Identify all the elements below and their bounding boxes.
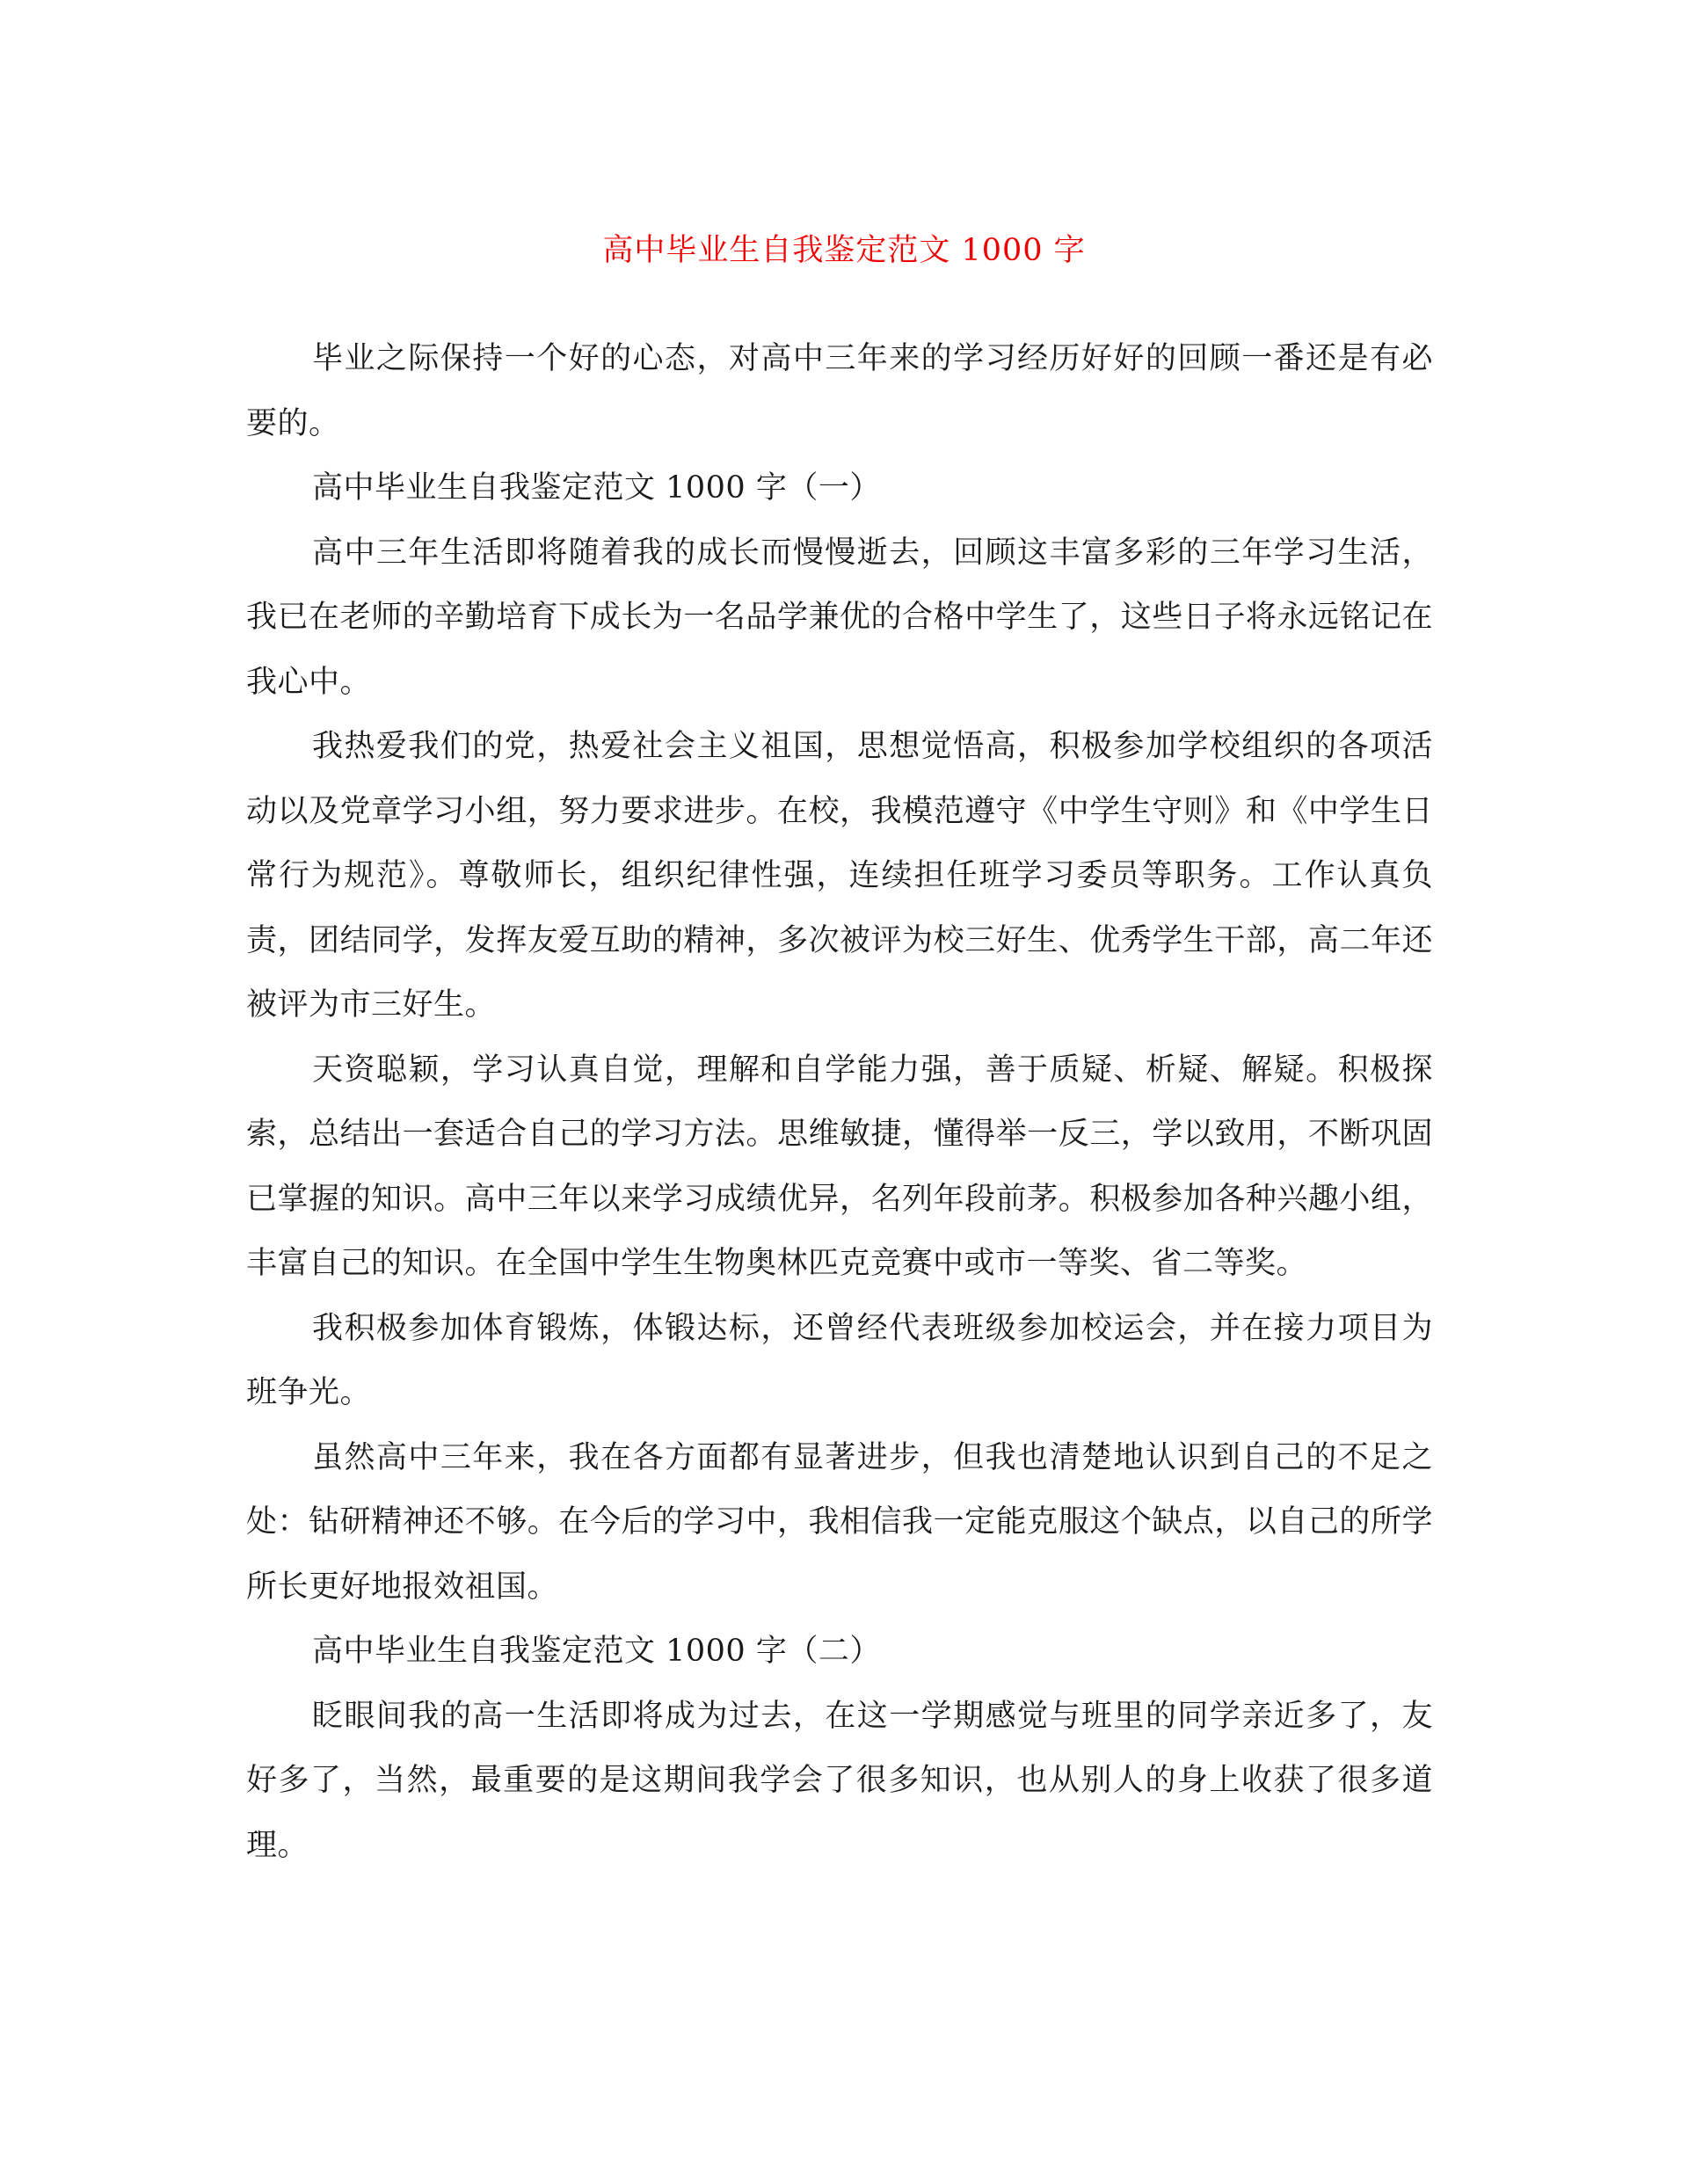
section-heading-one: 高中毕业生自我鉴定范文 1000 字（一） — [312, 470, 881, 506]
document-title: 高中毕业生自我鉴定范文 1000 字 — [602, 233, 1086, 269]
paragraph-intro: 毕业之际保持一个好的心态，对高中三年来的学习经历好好的回顾一番还是有必要的。 — [246, 341, 1433, 441]
document-body — [246, 327, 1433, 1878]
paragraph: 高中三年生活即将随着我的成长而慢慢逝去，回顾这丰富多彩的三年学习生活，我已在老师的辛勤培育下成长为一名品学兼优的合格中学生了，这些日子将永远铭记在我心中。 — [246, 535, 1433, 700]
section-heading-two: 高中毕业生自我鉴定范文 1000 字（二） — [312, 1634, 881, 1669]
paragraph: 我热爱我们的党，热爱社会主义祖国，思想觉悟高，积极参加学校组织的各项活动以及党章学习小组，努力要求进步。在校，我模范遵守《中学生守则》和《中学生日常行为规范》。尊敬师长，组织纪律性强，连续担任班学习委员等职务。工作认真负责，团结同学，发挥友爱互助的精神，多次被评为校三好生、优秀学生干部，高二年还被评为市三好生。 — [246, 729, 1433, 1023]
paragraph: 虽然高中三年来，我在各方面都有显著进步，但我也清楚地认识到自己的不足之处：钻研精神还不够。在今后的学习中，我相信我一定能克服这个缺点，以自己的所学所长更好地报效祖国。 — [246, 1439, 1433, 1605]
paragraph: 眨眼间我的高一生活即将成为过去，在这一学期感觉与班里的同学亲近多了，友好多了，当然，最重要的是这期间我学会了很多知识，也从别人的身上收获了很多道理。 — [246, 1698, 1433, 1863]
paragraph: 天资聪颖，学习认真自觉，理解和自学能力强，善于质疑、析疑、解疑。积极探索，总结出一套适合自己的学习方法。思维敏捷，懂得举一反三，学以致用，不断巩固已掌握的知识。高中三年以来学习成绩优异，名列年段前茅。积极参加各种兴趣小组，丰富自己的知识。在全国中学生生物奥林匹克竞赛中或市一等奖、省二等奖。 — [246, 1052, 1433, 1281]
paragraph: 我积极参加体育锻炼，体锻达标，还曾经代表班级参加校运会，并在接力项目为班争光。 — [246, 1310, 1433, 1410]
